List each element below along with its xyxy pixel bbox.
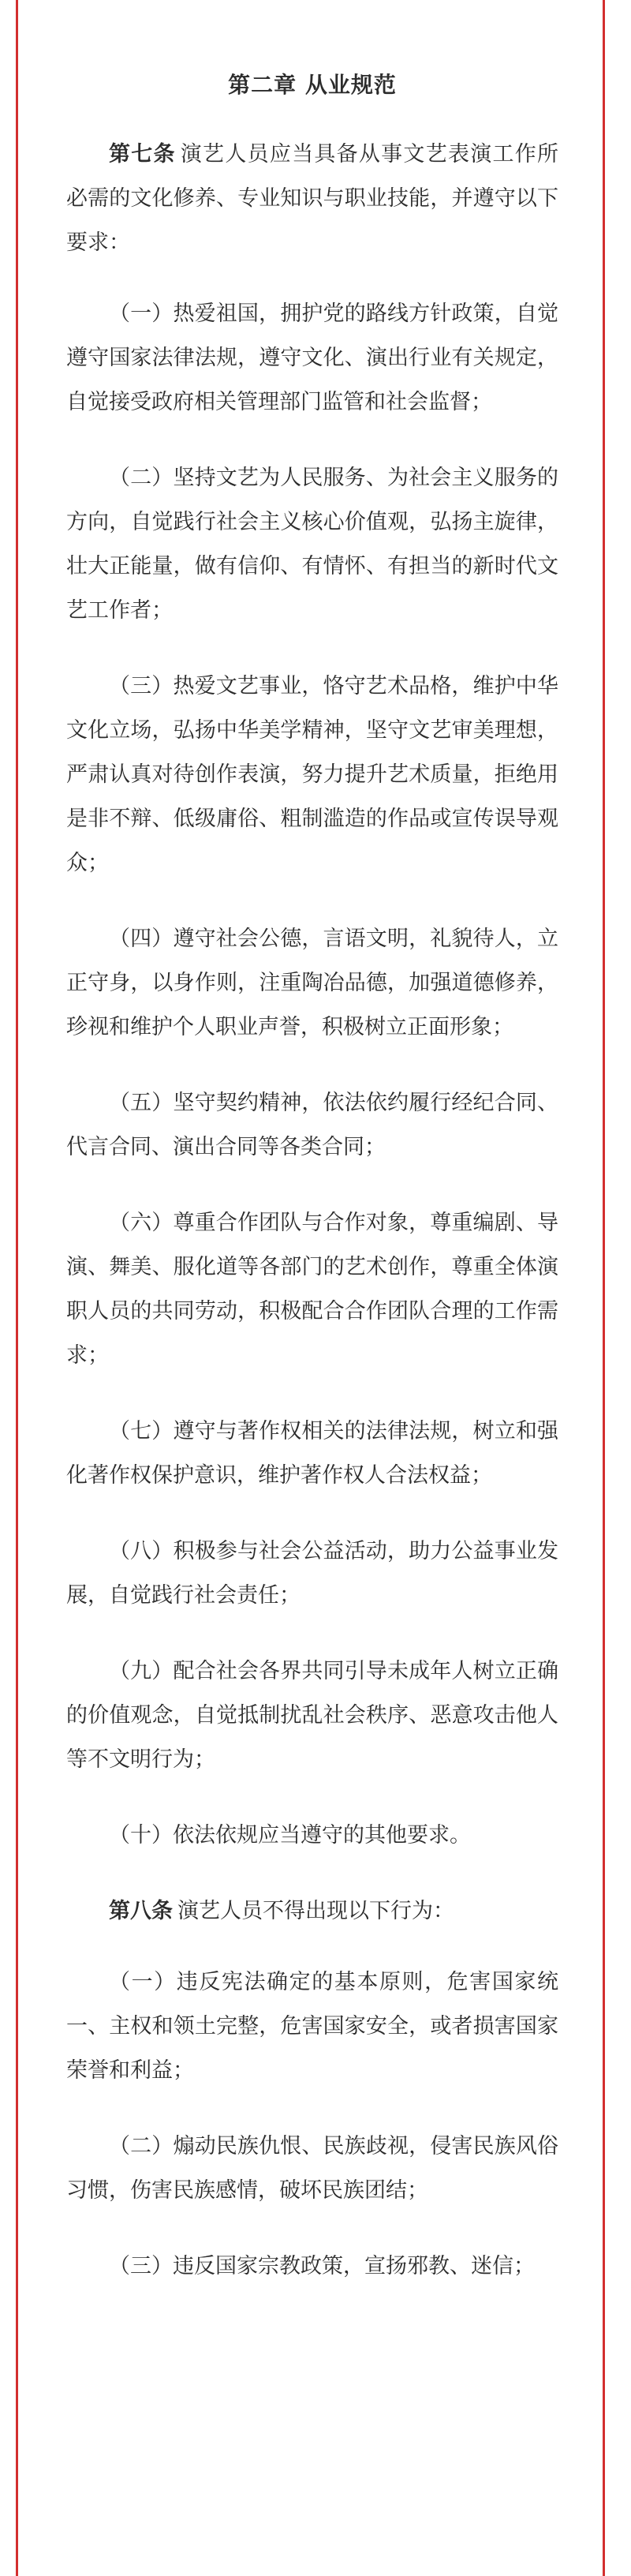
chapter-title: 第二章 从业规范 [228,72,397,98]
article-7-item-3: （三）热爱文艺事业，恪守艺术品格，维护中华文化立场，弘扬中华美学精神，坚守文艺审美理想，严肃认真对待创作表演，努力提升艺术质量，拒绝用是非不辩、低级庸俗、粗制滥造的作品或宣传误导观众； [66,674,558,875]
article-8-intro [66,1889,558,1934]
article-7-text: 演艺人员应当具备从事文艺表演工作所必需的文化修养、专业知识与职业技能，并遵守以下要求： [66,142,559,255]
article-8-text: 演艺人员不得出现以下行为： [177,1899,454,1923]
article-8-item-1: （一）违反宪法确定的基本原则，危害国家统一、主权和领土完整，危害国家安全，或者损害国家荣誉和利益； [66,1970,558,2083]
article-7-item-10: （十）依法依规应当遵守的其他要求。 [109,1823,471,1848]
article-7-item-6: （六）尊重合作团队与合作对象，尊重编剧、导演、舞美、服化道等各部门的艺术创作，尊重全体演职人员的共同劳动，积极配合合作团队合理的工作需求； [66,1211,558,1368]
article-7-item-9: （九）配合社会各界共同引导未成年人树立正确的价值观念，自觉抵制扰乱社会秩序、恶意攻击他人等不文明行为； [66,1659,558,1772]
article-7-intro [66,133,558,265]
right-border-line [603,0,605,2576]
article-7-item-4: （四）遵守社会公德，言语文明，礼貌待人，立正守身，以身作则，注重陶冶品德，加强道德修养，珍视和维护个人职业声誉，积极树立正面形象； [66,927,558,1039]
document-body [66,68,558,2320]
article-8-number: 第八条 [109,1899,173,1923]
article-7-number: 第七条 [109,142,176,167]
article-7-item-7: （七）遵守与著作权相关的法律法规，树立和强化著作权保护意识，维护著作权人合法权益； [66,1419,558,1488]
article-7-item-5: （五）坚守契约精神，依法依约履行经纪合同、代言合同、演出合同等各类合同； [66,1091,558,1159]
article-8-item-2: （二）煽动民族仇恨、民族歧视，侵害民族风俗习惯，伤害民族感情，破坏民族团结； [66,2134,558,2203]
article-7-item-8: （八）积极参与社会公益活动，助力公益事业发展，自觉践行社会责任； [66,1539,558,1608]
article-8-item-3: （三）违反国家宗教政策，宣扬邪教、迷信； [109,2254,535,2278]
article-7-item-1: （一）热爱祖国，拥护党的路线方针政策，自觉遵守国家法律法规，遵守文化、演出行业有关规定，自觉接受政府相关管理部门监管和社会监督； [66,301,558,414]
article-7-item-2: （二）坚持文艺为人民服务、为社会主义服务的方向，自觉践行社会主义核心价值观，弘扬主旋律，壮大正能量，做有信仰、有情怀、有担当的新时代文艺工作者； [66,466,558,623]
left-border-line [16,0,18,2576]
